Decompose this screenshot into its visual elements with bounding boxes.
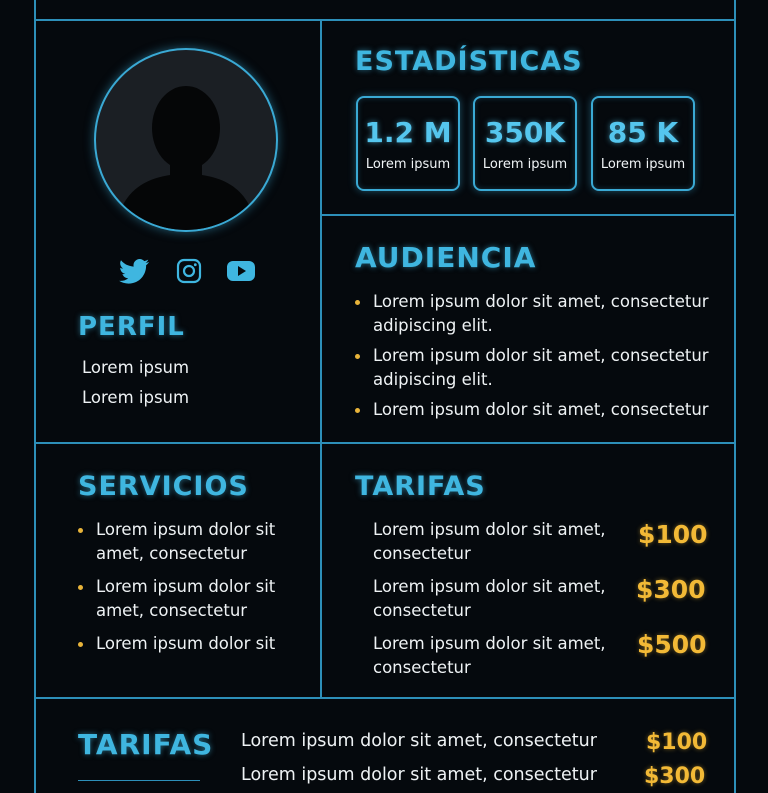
- rate-price: $500: [637, 630, 707, 659]
- bottom-rates-underline: [78, 780, 200, 781]
- list-item: Lorem ipsum dolor sit amet, consectetur: [355, 398, 710, 422]
- rate-description: Lorem ipsum dolor sit amet, consectetur: [373, 634, 606, 677]
- rate-description: Lorem ipsum dolor sit amet, consectetur: [373, 577, 606, 620]
- stat-value: 350K: [484, 116, 566, 149]
- list-item: Lorem ipsum dolor sit: [78, 632, 283, 656]
- rates-heading: TARIFAS: [355, 471, 486, 502]
- outer-border-left: [34, 0, 36, 793]
- stat-value: 85 K: [607, 116, 679, 149]
- twitter-icon[interactable]: [118, 258, 150, 290]
- stat-label: Lorem ipsum: [600, 157, 686, 172]
- middle-divider: [34, 442, 736, 444]
- bottom-rate-price: $100: [646, 730, 708, 755]
- rate-price: $300: [636, 575, 706, 604]
- stat-label: Lorem ipsum: [365, 157, 451, 172]
- list-item: Lorem ipsum dolor sit amet, consectetur adipiscing elit.: [355, 290, 710, 338]
- stat-value: 1.2 M: [364, 116, 452, 149]
- services-heading: SERVICIOS: [78, 471, 249, 502]
- top-divider: [34, 19, 736, 21]
- profile-line-1: Lorem ipsum: [82, 358, 190, 377]
- stat-card-2: [473, 96, 577, 191]
- audience-heading: AUDIENCIA: [355, 241, 537, 274]
- list-item: Lorem ipsum dolor sit amet, consectetur: [78, 518, 283, 566]
- list-item: Lorem ipsum dolor sit amet, consectetur: [78, 575, 283, 623]
- stat-label: Lorem ipsum: [482, 157, 568, 172]
- column-divider-upper: [320, 20, 322, 698]
- avatar: [94, 48, 278, 232]
- stat-card-1: [356, 96, 460, 191]
- rate-description: Lorem ipsum dolor sit amet, consectetur: [373, 520, 606, 563]
- list-item: Lorem ipsum dolor sit amet, consectetur adipiscing elit.: [355, 344, 710, 392]
- outer-border-right: [734, 0, 736, 793]
- instagram-icon[interactable]: [176, 258, 202, 288]
- stats-heading: ESTADÍSTICAS: [355, 46, 583, 77]
- profile-line-2: Lorem ipsum: [82, 388, 190, 407]
- stats-audience-divider: [320, 214, 736, 216]
- bottom-rates-heading: TARIFAS: [78, 728, 214, 761]
- rate-price: $100: [638, 520, 708, 549]
- stat-card-3: [591, 96, 695, 191]
- bottom-divider: [34, 697, 736, 699]
- bottom-rate-description: Lorem ipsum dolor sit amet, consectetur: [241, 731, 597, 751]
- avatar-silhouette-icon: [96, 50, 276, 230]
- bottom-rate-description: Lorem ipsum dolor sit amet, consectetur: [241, 765, 597, 785]
- profile-heading: PERFIL: [78, 312, 185, 342]
- audience-list: [355, 290, 710, 422]
- services-list: [78, 518, 283, 656]
- bottom-rate-price: $300: [644, 764, 706, 789]
- youtube-icon[interactable]: [226, 258, 256, 288]
